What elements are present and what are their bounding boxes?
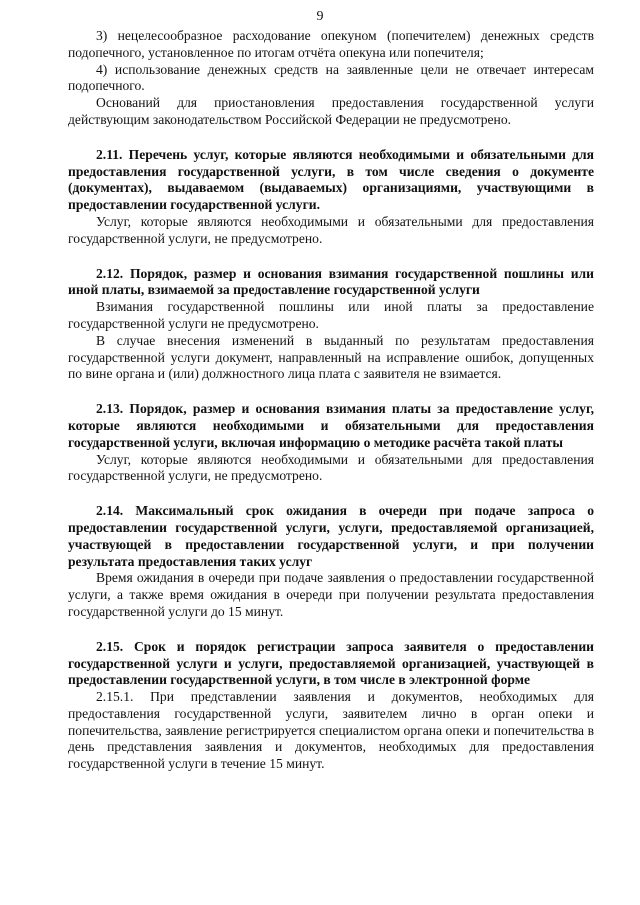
spacer <box>68 129 594 147</box>
spacer <box>68 383 594 401</box>
intro-paragraph-2: 4) использование денежных средств на заявленные цели не отвечает интересам подопечного. <box>68 61 594 94</box>
section-2-13-heading: 2.13. Порядок, размер и основания взимания платы за предоставление услуг, которые являются необходимыми и обязательными для предоставления государственной услуги, включая информацию о методике расчёта такой платы <box>68 401 594 450</box>
document-body <box>68 28 594 773</box>
intro-paragraph-1: 3) нецелесообразное расходование опекуном (попечителем) денежных средств подопечного, установленное по итогам отчёта опекуна или попечителя; <box>68 28 594 60</box>
section-2-12-paragraph-1: Взимания государственной пошлины или иной платы за предоставление государственной услуги не предусмотрено. <box>68 299 594 331</box>
section-2-14-paragraph-1: Время ожидания в очереди при подаче заявления о предоставлении государственной услуги, а также время ожидания в очереди при получении результата предоставления государственной услуги до 15 минут. <box>68 570 594 619</box>
section-2-13-paragraph-1: Услуг, которые являются необходимыми и обязательными для предоставления государственной услуги, не предусмотрено. <box>68 451 594 484</box>
spacer <box>68 248 594 266</box>
intro-paragraph-3: Оснований для приостановления предоставления государственной услуги действующим законодательством Российской Федерации не предусмотрено. <box>68 95 594 127</box>
section-2-11-paragraph-1: Услуг, которые являются необходимыми и обязательными для предоставления государственной услуги, не предусмотрено. <box>68 213 594 246</box>
section-2-12-paragraph-2: В случае внесения изменений в выданный по результатам предоставления государственной услуги документ, направленный на исправление ошибок, допущенных по вине органа и (или) должностного лица плата с заявителя не взимается. <box>68 332 594 382</box>
section-2-15-heading: 2.15. Срок и порядок регистрации запроса заявителя о предоставлении государственной услуги и услуги, предоставляемой организацией, участвующей в предоставлении государственной услуги, в том числе в электронной форме <box>68 638 594 688</box>
section-2-14-heading: 2.14. Максимальный срок ожидания в очереди при подаче запроса о предоставлении государственной услуги, услуги, предоставляемой организацией, участвующей в предоставлении государственной услуги, и при получении результата предоставления таких услуг <box>68 503 594 569</box>
page-number: 9 <box>316 9 324 24</box>
section-2-12-heading: 2.12. Порядок, размер и основания взимания государственной пошлины или иной платы, взимаемой за предоставление государственной услуги <box>68 265 594 298</box>
section-2-11-heading: 2.11. Перечень услуг, которые являются необходимыми и обязательными для предоставления государственной услуги, в том числе сведения о документе (документах), выдаваемом (выдаваемых) организациями, участвующими в предоставлении государственной услуги. <box>68 146 594 213</box>
section-2-15-paragraph-1: 2.15.1. При представлении заявления и документов, необходимых для предоставления государственной услуги, заявителем лично в орган опеки и попечительства, заявление регистрируется специалистом органа опеки и попечительства в день представления заявления и документов, необходимых для предоставления государственной услуги в течение 15 минут. <box>68 689 594 772</box>
spacer <box>68 621 594 639</box>
spacer <box>68 485 594 503</box>
